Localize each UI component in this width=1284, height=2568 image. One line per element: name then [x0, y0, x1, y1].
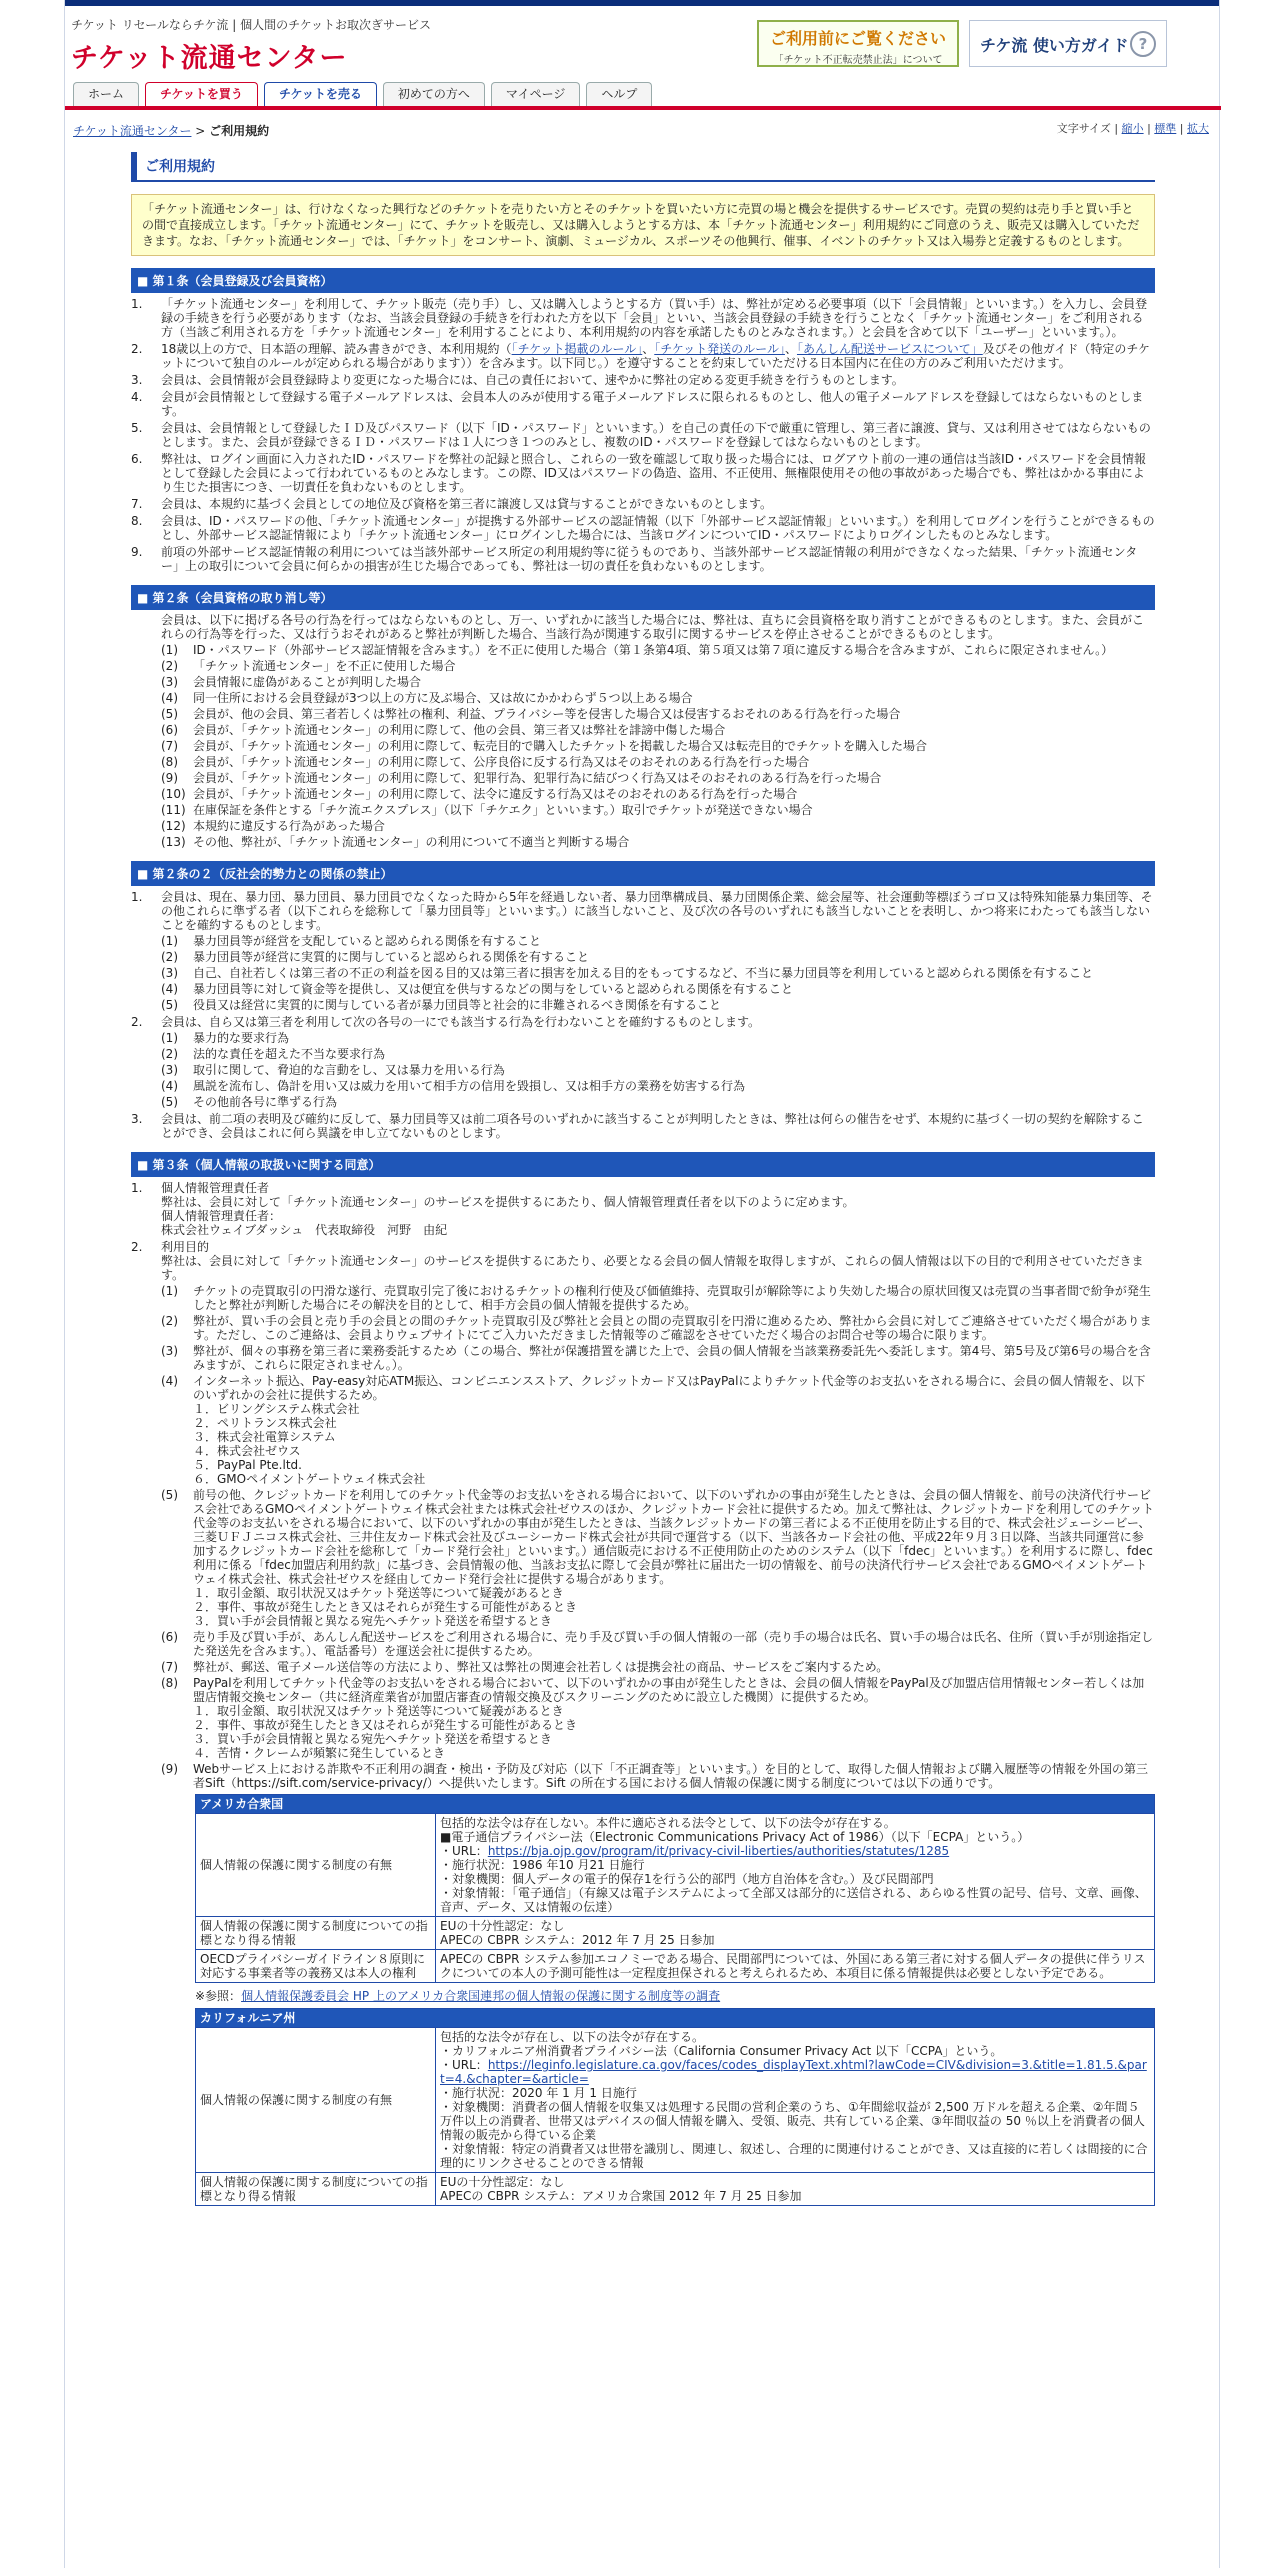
- manager-name: 株式会社ウェイブダッシュ 代表取締役 河野 由紀: [161, 1223, 448, 1237]
- header: [65, 6, 1219, 104]
- tab-first-time[interactable]: 初めての方へ: [383, 82, 485, 106]
- font-size-large[interactable]: 拡大: [1187, 122, 1209, 135]
- list-item: 2. 会員は、自ら又は第三者を利用して次の各号の一にでも該当する行為を行わないことを確約するものとします。 (1) 暴力的な要求行為 (2) 法的な責任を超えた不当な要求行為 (3) 取引に関して、脅迫的な言動をし、又は暴力を用いる行為 (4) 風説を流布し、偽計を用い又は威力を用いて相手方の信用を毀損し、又は相手方の業務を妨害する行為 (5) その他前各号に準ずる行為: [131, 1015, 1155, 1109]
- table-cell: 包括的な法令が存在し、以下の法令が存在する。 ・カリフォルニア州消費者プライバシー法（California Consumer Privacy Act 以下「CCPA」という。 ・URL：https://leginfo.legislature.ca.gov/faces/codes_displayText.xhtml?lawCode=CIV&division=3.&title=1.81.5.&part=4.&chapter=&article= ・施行状況：2020 年 1 月 1 日施行 ・対象機関：消費者の個人情報を収集又は処理する民間の営利企業のうち、①年間総収益が 2,500 万ドルを超える企業、②年間５万件以上の消費者、世帯又はデバイスの個人情報を購入、受領、販売、共有している企業、③年間収益の 50 ％以上を消費者の個人情報の販売から得ている企業 ・対象情報：特定の消費者又は世帯を識別し、関連し、叙述し、合理的に関連付けることができ、又は直接的に若しくは間接的に合理的にリンクさせることのできる情報: [436, 2028, 1155, 2173]
- guide-label: チケ流 使い方ガイド: [980, 36, 1129, 55]
- help-question-icon: ?: [1130, 31, 1156, 57]
- page: [64, 0, 1220, 2568]
- list-item: 1. 「チケット流通センター」を利用して、チケット販売（売り手）し、又は購入しようとする方（買い手）は、弊社が定める必要事項（以下「会員情報」といいます。）を入力し、会員登録の手続きを行う必要があります（なお、当該会員登録の手続きを行われた方を以下「会員」といい、当該会員登録の手続きを行うことなく「チケット流通センター」をご利用される方（当該ご利用される方を「チケット流通センター」を利用することにより、本利用規約の内容を承諾したものとみなされます。）と会員を含めて以下「ユーザー」といいます。）。: [131, 297, 1148, 339]
- list-item: (1) 暴力団員等が経営を支配していると認められる関係を有すること: [161, 934, 542, 948]
- list-item: (1) チケットの売買取引の円滑な遂行、売買取引完了後におけるチケットの権利行使及び価値維持、売買取引が解除等により失効した場合の原状回復又は売買の当事者間で紛争が発生したと弊社が判断した場合にその解決を目的として、相手方会員の個人情報を提供するため。: [161, 1284, 1151, 1312]
- font-size-label: 文字サイズ: [1056, 122, 1111, 135]
- list-item: (9) 会員が、「チケット流通センター」の利用に際して、犯罪行為、犯罪行為に結びつく行為又はそのおそれのある行為を行った場合: [161, 771, 882, 785]
- list-item: (5) その他前各号に準ずる行為: [161, 1095, 338, 1109]
- shipping-rules-link[interactable]: 「チケット発送のルール」: [654, 342, 785, 356]
- guide-banner[interactable]: [969, 20, 1167, 67]
- list-item: (11) 在庫保証を条件とする「チケ流エクスプレス」（以下「チケエク」といいます。）取引でチケットが発送できない場合: [161, 803, 813, 817]
- notice-banner[interactable]: [757, 20, 959, 67]
- font-size-control: 文字サイズ | 縮小 | 標準 | 拡大: [1056, 122, 1209, 135]
- california-table: [195, 2008, 1155, 2206]
- list-item: 2. 利用目的 弊社は、会員に対して「チケット流通センター」のサービスを提供するにあたり、必要となる会員の個人情報を取得しますが、これらの個人情報は以下の目的で利用させていただきます。 (1) チケットの売買取引の円滑な遂行、売買取引完了後におけるチケットの権利行使及び価値維持、売買取引が解除等により失効した場合の原状回復又は売買の当事者間で紛争が発生したと弊社が判断した場合にその解決を目的として、相手方会員の個人情報を提供するため。 (2) 弊社が、買い手の会員と売り手の会員との間のチケット売買取引及び弊社と会員との間の売買取引を円滑に進めるため、弊社から会員に対してご連絡させていただく場合があります。ただし、このご連絡は、会員よりウェブサイトにてご入力いただきました情報等のご確認をさせていただく場合のお問合せ等の場合に限ります。 (3) 弊社が、個々の事務を第三者に業務委託するため（この場合、弊社が保護措置を講じた上で、会員の個人情報を当該業務委託先へ委託します。第4号、第5号及び第6号の場合を含みますが、これらに限定されません。）。 (4) インターネット振込、Pay-easy対応ATM振込、コンビニエンスストア、クレジットカード又はPayPalによりチケット代金等のお支払いをされる場合に、会員の個人情報を、以下のいずれかの会社に提供するため。 １．ビリングシステム株式会社 ２．ペリトランス株式会社 ３．株式会社電算システム ４．株式会社ゼウス ５．PayPal Pte.ltd. ６．GMOペイメントゲートウェイ株式会社 (5) 前号の他、クレジットカードを利用してのチケット代金等のお支払いをされる場合において、以下のいずれかの事由が発生したときは、会員の個人情報を、前号の決済代行サービス会社であるGMOペイメントゲートウェイ株式会社または株式会社ゼウスのほか、クレジットカード会社に提供するため。加えて弊社は、クレジットカードを利用してのチケット代金等のお支払いをされる場合において、以下のいずれかの事由が発生したときは、当該クレジットカードの第三者による不正使用を防止する目的で、株式会社ジェーシービー、三菱ＵＦＪニコス株式会社、三井住友カード株式会社及びユーシーカード株式会社が共同で運営する（以下、当該各カード会社の他、平成22年９月３日以降、当該共同運営に参加するクレジットカード会社を総称して「カード発行会社」といいます。）通信販売における不正使用防止のためのシステム（以下「fdec」といいます。）を利用するに際し、fdec利用に係る「fdec加盟店利用約款」に基づき、会員情報の他、当該お支払に際して会員が弊社に届出た一切の情報を、前号の決済代行サービス会社であるGMOペイメントゲートウェイ株式会社、株式会社ゼウスを経由してカード発行会社に提供する場合があります。 １．取引金額、取引状況又はチケット発送等について疑義があるとき ２．事件、事故が発生したとき又はそれらが発生する可能性があるとき ３．買い手が会員情報と異なる宛先へチケット発送を希望するとき (6) 売り手及び買い手が、あんしん配送サービスをご利用される場合に、売り手及び買い手の個人情報の一部（売り手の場合は氏名、買い手の場合は氏名、住所（買い手が別途指定した発送先を含みます。）、電話番号）を運送会社に提供するため。 (7) 弊社が、郵送、電子メール送信等の方法により、弊社又は弊社の関連会社若しくは提携会社の商品、サービスをご案内するため。 (8) PayPalを利用してチケット代金等のお支払いをされる場合において、以下のいずれかの事由が発生したときは、会員の個人情報をPayPal及び加盟店信用情報センター若しくは加盟店情報交換センター（共に経済産業省が加盟店審査の情報交換及びスクリーニングのために設立した機関）に提供するため。 １．取引金額、取引状況又はチケット発送等について疑義があるとき ２．事件、事故が発生したとき又はそれらが発生する可能性があるとき ３．買い手が会員情報と異なる宛先へチケット発送を希望するとき ４．苦情・クレームが頻繁に発生しているとき (9) Webサービス上における詐欺や不正利用の調査・検出・予防及び対応（以下「不正調査等」といいます。）を目的として、取得した個人情報および購入履歴等の情報を外国の第三者Sift（https://sift.com/service-privacy/）へ提供いたします。Sift の所在する国における個人情報の保護に関する制度については以下の通りです。: [131, 1240, 1155, 1790]
- font-size-standard[interactable]: 標準: [1154, 122, 1177, 135]
- list-item: 3. 会員は、前二項の表明及び確約に反して、暴力団員等又は前二項各号のいずれかに該当することが判明したときは、弊社は何らの催告をせず、本規約に基づく一切の契約を解除することができ、会員はこれに何ら異議を申し立てないものとします。: [131, 1112, 1144, 1140]
- table-cell: 包括的な法令は存在しない。本件に適応される法令として、以下の法令が存在する。 ■電子通信プライバシー法（Electronic Communications Privacy Act of 1986）（以下「ECPA」という。） ・URL：https://bja.ojp.gov/program/it/privacy-civil-liberties/authorities/statutes/1285 ・施行状況：1986 年10 月21 日施行 ・対象機関：個人データの電子的保存1を行う公的部門（地方自治体を含む。）及び民間部門 ・対象情報：「電子通信」（有線又は電子システムによって全部又は部分的に送信される、あらゆる性質の記号、信号、文章、画像、音声、データ、又は情報の伝達）: [436, 1814, 1155, 1917]
- list-item: (2) 法的な責任を超えた不当な要求行為: [161, 1047, 386, 1061]
- section-3-list: [131, 1181, 1155, 1790]
- list-item: 8. 会員は、ID・パスワードの他、「チケット流通センター」が提携する外部サービスの認証情報（以下「外部サービス認証情報」といいます。）を利用してログインを行うことができるものとし、外部サービス認証情報により「チケット流通センター」にログインした場合には、当該ログインについてID・パスワードによりログインしたものとみなします。: [131, 514, 1155, 542]
- table-cell: 個人情報の保護に関する制度の有無: [196, 1814, 436, 1917]
- breadcrumb: [73, 122, 269, 139]
- list-item: (1) 暴力的な要求行為: [161, 1031, 290, 1045]
- breadcrumb-home-link[interactable]: チケット流通センター: [73, 124, 192, 138]
- tab-buy[interactable]: チケットを買う: [145, 82, 258, 106]
- list-item: (7) 会員が、「チケット流通センター」の利用に際して、転売目的で購入したチケットを掲載した場合又は転売目的でチケットを購入した場合: [161, 739, 928, 753]
- list-item: (3) 会員情報に虚偽があることが判明した場合: [161, 675, 422, 689]
- section-2-2-heading: ■ 第２条の２（反社会的勢力との関係の禁止）: [131, 861, 1155, 886]
- list-item: (7) 弊社が、郵送、電子メール送信等の方法により、弊社又は弊社の関連会社若しくは提携会社の商品、サービスをご案内するため。: [161, 1660, 889, 1674]
- list-item: (12) 本規約に違反する行為があった場合: [161, 819, 385, 833]
- list-item: (5) 前号の他、クレジットカードを利用してのチケット代金等のお支払いをされる場合において、以下のいずれかの事由が発生したときは、会員の個人情報を、前号の決済代行サービス会社であるGMOペイメントゲートウェイ株式会社または株式会社ゼウスのほか、クレジットカード会社に提供するため。加えて弊社は、クレジットカードを利用してのチケット代金等のお支払いをされる場合において、以下のいずれかの事由が発生したときは、当該クレジットカードの第三者による不正使用を防止する目的で、株式会社ジェーシービー、三菱ＵＦＪニコス株式会社、三井住友カード株式会社及びユーシーカード株式会社が共同で運営する（以下、当該各カード会社の他、平成22年９月３日以降、当該共同運営に参加するクレジットカード会社を総称して「カード発行会社」といいます。）通信販売における不正使用防止のためのシステム（以下「fdec」といいます。）を利用するに際し、fdec利用に係る「fdec加盟店利用約款」に基づき、会員情報の他、当該お支払に際して会員が弊社に届出た一切の情報を、前号の決済代行サービス会社であるGMOペイメントゲートウェイ株式会社、株式会社ゼウスを経由してカード発行会社に提供する場合があります。 １．取引金額、取引状況又はチケット発送等について疑義があるとき ２．事件、事故が発生したとき又はそれらが発生する可能性があるとき ３．買い手が会員情報と異なる宛先へチケット発送を希望するとき: [161, 1488, 1155, 1628]
- section-2-2-list: [131, 890, 1155, 1140]
- tab-help[interactable]: ヘルプ: [586, 82, 652, 106]
- list-item: (10) 会員が、「チケット流通センター」の利用に際して、法令に違反する行為又はそのおそれのある行為を行った場合: [161, 787, 798, 801]
- list-item: 3. 会員は、会員情報が会員登録時より変更になった場合には、自己の責任において、速やかに弊社の定める変更手続きを行うものとします。: [131, 373, 904, 387]
- listing-rules-link[interactable]: 「チケット掲載のルール」: [511, 342, 643, 356]
- list-item: (3) 弊社が、個々の事務を第三者に業務委託するため（この場合、弊社が保護措置を講じた上で、会員の個人情報を当該業務委託先へ委託します。第4号、第5号及び第6号の場合を含みますが、これらに限定されません。）。: [161, 1344, 1151, 1372]
- california-table-head: カリフォルニア州: [196, 2009, 1155, 2028]
- nav-underline: [65, 106, 1221, 110]
- purpose-text: 弊社は、会員に対して「チケット流通センター」のサービスを提供するにあたり、必要となる会員の個人情報を取得しますが、これらの個人情報は以下の目的で利用させていただきます。: [161, 1254, 1144, 1282]
- list-item: (4) 同一住所における会員登録が3つ以上の方に及ぶ場合、又は故にかかわらず５つ以上ある場合: [161, 691, 693, 705]
- breadcrumb-current: ご利用規約: [209, 124, 270, 138]
- list-item: 7. 会員は、本規約に基づく会員としての地位及び資格を第三者に譲渡し又は貸与することができないものとします。: [131, 497, 773, 511]
- list-item: (13) その他、弊社が、「チケット流通センター」の利用について不適当と判断する場合: [161, 835, 630, 849]
- list-item: (5) 会員が、他の会員、第三者若しくは弊社の権利、利益、プライバシー等を侵害した場合又は侵害するおそれのある行為を行った場合: [161, 707, 901, 721]
- safe-delivery-link[interactable]: 「あんしん配送サービスについて」: [796, 342, 983, 356]
- tab-home[interactable]: ホーム: [73, 82, 139, 106]
- list-item: 9. 前項の外部サービス認証情報の利用については当該外部サービス所定の利用規約等に従うものであり、当該外部サービス認証情報の利用ができなくなった結果、「チケット流通センター」上の取引について会員に何らかの損害が生じた場合であっても、弊社は一切の責任を負わないものとします。: [131, 545, 1138, 573]
- tagline: チケット リセールならチケ流 | 個人間のチケットお取次ぎサービス: [71, 18, 432, 32]
- list-item: (2) 弊社が、買い手の会員と売り手の会員との間のチケット売買取引及び弊社と会員との間の売買取引を円滑に進めるため、弊社から会員に対してご連絡させていただく場合があります。ただし、このご連絡は、会員よりウェブサイトにてご入力いただきました情報等のご確認をさせていただく場合のお問合せ等の場合に限ります。: [161, 1314, 1152, 1342]
- list-item: (3) 自己、自社若しくは第三者の不正の利益を図る目的又は第三者に損害を加える目的をもってするなど、不当に暴力団員等を利用していると認められる関係を有すること: [161, 966, 1094, 980]
- section-1-heading: ■ 第１条（会員登録及び会員資格）: [131, 268, 1155, 293]
- nav-tabs: [73, 82, 652, 106]
- list-item: (8) 会員が、「チケット流通センター」の利用に際して、公序良俗に反する行為又はそのおそれのある行為を行った場合: [161, 755, 810, 769]
- list-item: 4. 会員が会員情報として登録する電子メールアドレスは、会員本人のみが使用する電子メールアドレスに限られるものとし、他人の電子メールアドレスを登録してはならないものとします。: [131, 390, 1144, 418]
- list-item: 1. 会員は、現在、暴力団、暴力団員、暴力団員でなくなった時から5年を経過しない者、暴力団準構成員、暴力団関係企業、総会屋等、社会運動等標ぼうゴロ又は特殊知能暴力集団等、その他これらに準ずる者（以下これらを総称して「暴力団員等」といいます。）に該当しないこと、及び次の各号のいずれにも該当しないことを表明し、かつ将来にわたっても該当しないことを確約するものとします。 (1) 暴力団員等が経営を支配していると認められる関係を有すること (2) 暴力団員等が経営に実質的に関与していると認められる関係を有すること (3) 自己、自社若しくは第三者の不正の利益を図る目的又は第三者に損害を加える目的をもってするなど、不当に暴力団員等を利用していると認められる関係を有すること (4) 暴力団員等に対して資金等を提供し、又は便宜を供与するなどの関与をしていると認められる関係を有すること (5) 役員又は経営に実質的に関与している者が暴力団員等と社会的に非難されるべき関係を有すること: [131, 890, 1155, 1012]
- list-item: (2) 暴力団員等が経営に実質的に関与していると認められる関係を有すること: [161, 950, 590, 964]
- list-item: 1. 個人情報管理責任者 弊社は、会員に対して「チケット流通センター」のサービスを提供するにあたり、個人情報管理責任者を以下のように定めます。 個人情報管理責任者： 株式会社ウェイブダッシュ 代表取締役 河野 由紀: [131, 1181, 1155, 1237]
- manager-text: 弊社は、会員に対して「チケット流通センター」のサービスを提供するにあたり、個人情報管理責任者を以下のように定めます。: [161, 1195, 855, 1209]
- tab-sell[interactable]: チケットを売る: [264, 82, 377, 106]
- table-cell: 個人情報の保護に関する制度についての指標となり得る情報: [196, 1917, 436, 1950]
- site-logo[interactable]: チケット流通センター: [71, 43, 348, 74]
- table-cell: 個人情報の保護に関する制度の有無: [196, 2028, 436, 2173]
- table-cell: EUの十分性認定：なし APECの CBPR システム：アメリカ合衆国 2012 年 7 月 25 日参加: [436, 2173, 1155, 2206]
- section-2-lead: 会員は、以下に掲げる各号の行為を行ってはならないものとし、万一、いずれかに該当した場合には、弊社は、直ちに会員資格を取り消すことができるものとします。また、会員がこれらの行為等を行った、又は行うおそれがあると弊社が判断した場合、当該行為が関連する取引に関するサービスを停止させることができるものとします。: [161, 613, 1145, 641]
- page-title: ご利用規約: [131, 152, 1155, 182]
- notice-subtitle: 「チケット不正転売禁止法」について: [773, 55, 943, 66]
- font-size-small[interactable]: 縮小: [1121, 122, 1144, 135]
- list-item: (2) 「チケット流通センター」を不正に使用した場合: [161, 659, 456, 673]
- usa-table: [195, 1794, 1155, 1983]
- list-item: 5. 会員は、会員情報として登録したＩＤ及びパスワード（以下「ID・パスワード」といいます。）を自己の責任の下で厳重に管理し、第三者に譲渡、貸与、又は利用させてはならないものとします。また、会員が登録できるＩＤ・パスワードは１人につき１つのみとし、複数のID・パスワードを登録してはならないものとします。: [131, 421, 1151, 449]
- list-item: (8) PayPalを利用してチケット代金等のお支払いをされる場合において、以下のいずれかの事由が発生したときは、会員の個人情報をPayPal及び加盟店信用情報センター若しくは加盟店情報交換センター（共に経済産業省が加盟店審査の情報交換及びスクリーニングのために設立した機関）に提供するため。 １．取引金額、取引状況又はチケット発送等について疑義があるとき ２．事件、事故が発生したとき又はそれらが発生する可能性があるとき ３．買い手が会員情報と異なる宛先へチケット発送を希望するとき ４．苦情・クレームが頻繁に発生しているとき: [161, 1676, 1145, 1760]
- table-cell: APECの CBPR システム参加エコノミーである場合、民間部門については、外国にある第三者に対する個人データの提供に伴うリスクについての本人の予測可能性は一定程度担保されると考えられるため、本項目に係る情報提供は必要としない予定である。: [436, 1950, 1155, 1983]
- section-3-heading: ■ 第３条（個人情報の取扱いに関する同意）: [131, 1152, 1155, 1177]
- terms-content: [131, 152, 1155, 2206]
- tab-mypage[interactable]: マイページ: [491, 82, 581, 106]
- list-item: (6) 会員が、「チケット流通センター」の利用に際して、他の会員、第三者又は弊社を誹謗中傷した場合: [161, 723, 726, 737]
- section-1-list: [131, 297, 1155, 573]
- intro-box: 「チケット流通センター」は、行けなくなった興行などのチケットを売りたい方とそのチケットを買いたい方に売買の場と機会を提供するサービスです。売買の契約は売り手と買い手との間で直接成立します。「チケット流通センター」にて、チケットを販売し、又は購入しようとする方は、本「チケット流通センター」利用規約にご同意のうえ、販売又は購入していただきます。なお、「チケット流通センター」では、「チケット」をコンサート、演劇、ミュージカル、スポーツその他興行、催事、イベントのチケット又は入場券と定義するものとします。: [131, 194, 1155, 256]
- list-item: (5) 役員又は経営に実質的に関与している者が暴力団員等と社会的に非難されるべき関係を有すること: [161, 998, 722, 1012]
- list-item: (4) 風説を流布し、偽計を用い又は威力を用いて相手方の信用を毀損し、又は相手方の業務を妨害する行為: [161, 1079, 746, 1093]
- list-item: (1) ID・パスワード（外部サービス認証情報を含みます。）を不正に使用した場合（第１条第4項、第５項又は第７項に違反する場合を含みますが、これらに限定されません。）: [161, 643, 1114, 657]
- list-item: (3) 取引に関して、脅迫的な言動をし、又は暴力を用いる行為: [161, 1063, 505, 1077]
- list-item: 6. 弊社は、ログイン画面に入力されたID・パスワードを弊社の記録と照合し、これらの一致を確認して取り扱った場合には、ログアウト前の一連の通信は当該ID・パスワードを会員情報として登録した会員によって行われているものとみなします。この際、ID又はパスワードの偽造、盗用、不正使用、無権限使用その他の事故があった場合でも、弊社はかかる事由により生じた損害につき、一切責任を負わないものとします。: [131, 452, 1146, 494]
- reference-note: ※参照：個人情報保護委員会 HP 上のアメリカ合衆国連邦の個人情報の保護に関する制度等の調査: [195, 1989, 721, 2003]
- usa-table-head: アメリカ合衆国: [196, 1795, 1155, 1814]
- table-cell: OECDプライバシーガイドライン８原則に対応する事業者等の義務又は本人の権利: [196, 1950, 436, 1983]
- list-item: 2. 18歳以上の方で、日本語の理解、読み書きができ、本利用規約（「チケット掲載のルール」、「チケット発送のルール」、「あんしん配送サービスについて」及びその他ガイド（特定のチケットについて独自のルールが定められる場合があります））を含みます。以下同じ。）を遵守することを約束していただける日本国内に在住の方のみご利用いただけます。: [131, 342, 1150, 370]
- list-item: (4) インターネット振込、Pay-easy対応ATM振込、コンビニエンスストア、クレジットカード又はPayPalによりチケット代金等のお支払いをされる場合に、会員の個人情報を、以下のいずれかの会社に提供するため。 １．ビリングシステム株式会社 ２．ペリトランス株式会社 ３．株式会社電算システム ４．株式会社ゼウス ５．PayPal Pte.ltd. ６．GMOペイメントゲートウェイ株式会社: [161, 1374, 1146, 1486]
- list-item: (4) 暴力団員等に対して資金等を提供し、又は便宜を供与するなどの関与をしていると認められる関係を有すること: [161, 982, 794, 996]
- list-item: (6) 売り手及び買い手が、あんしん配送サービスをご利用される場合に、売り手及び買い手の個人情報の一部（売り手の場合は氏名、買い手の場合は氏名、住所（買い手が別途指定した発送先を含みます。）、電話番号）を運送会社に提供するため。: [161, 1630, 1154, 1658]
- section-2-heading: ■ 第２条（会員資格の取り消し等）: [131, 585, 1155, 610]
- table-cell: 個人情報の保護に関する制度についての指標となり得る情報: [196, 2173, 436, 2206]
- list-item: (9) Webサービス上における詐欺や不正利用の調査・検出・予防及び対応（以下「不正調査等」といいます。）を目的として、取得した個人情報および購入履歴等の情報を外国の第三者Sift（https://sift.com/service-privacy/）へ提供いたします。Sift の所在する国における個人情報の保護に関する制度については以下の通りです。: [161, 1762, 1148, 1790]
- notice-title: ご利用前にご覧ください: [769, 29, 946, 48]
- ccpa-url-link[interactable]: https://leginfo.legislature.ca.gov/faces/codes_displayText.xhtml?lawCode=CIV&division=3.&title=1.81.5.&part=4.&chapter=&article=: [440, 2058, 1147, 2086]
- ppc-reference-link[interactable]: 個人情報保護委員会 HP 上のアメリカ合衆国連邦の個人情報の保護に関する制度等の調査: [241, 1989, 721, 2003]
- manager-label: 個人情報管理責任者：: [161, 1209, 282, 1223]
- section-2-list: [131, 643, 1155, 849]
- breadcrumb-sep: >: [191, 124, 210, 138]
- table-cell: EUの十分性認定：なし APECの CBPR システム：2012 年 7 月 25 日参加: [436, 1917, 1155, 1950]
- ecpa-url-link[interactable]: https://bja.ojp.gov/program/it/privacy-civil-liberties/authorities/statutes/1285: [487, 1844, 950, 1858]
